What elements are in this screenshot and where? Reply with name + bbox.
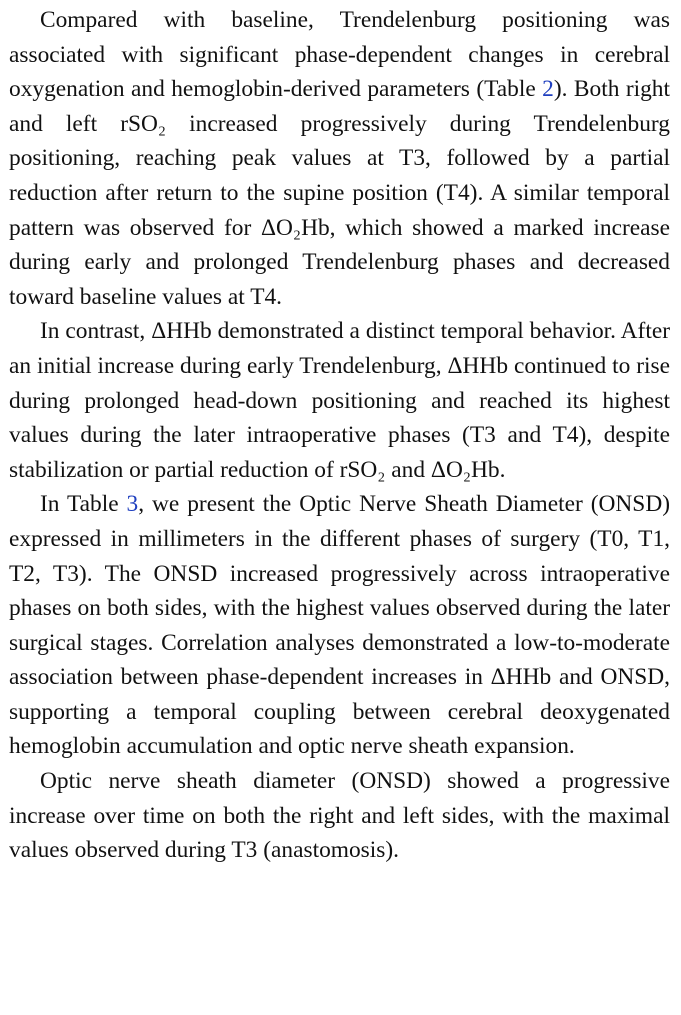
paragraph-text: ). Both right and left rSO₂ increased progressively during Trendelenburg positioning, reaching peak values at T3, followed by a partial reduction after return to the supine position (T4). A similar temporal pattern was observed for ΔO₂Hb, which showed a marked increase during early and prolonged Trendelenburg phases and decreased toward baseline values at T4.: [9, 76, 670, 310]
table-3-reference-link[interactable]: 3: [126, 491, 139, 518]
paragraph-text: Compared with baseline, Trendelenburg positioning was associated with significant phase-dependent changes in cerebral oxygenation and hemoglobin-derived parameters (Table: [9, 7, 670, 103]
paragraph-text: Optic nerve sheath diameter (ONSD) showed a progressive increase over time on both the right and left sides, with the maximal values observed during T3 (anastomosis).: [9, 768, 670, 864]
article-body: [9, 3, 670, 868]
paragraph-text: In Table: [40, 491, 127, 518]
paragraph-text: , we present the Optic Nerve Sheath Diameter (ONSD) expressed in millimeters in the different phases of surgery (T0, T1, T2, T3). The ONSD increased progressively across intraoperative phases on both sides, with the highest values observed during the later surgical stages. Correlation analyses demonstrated a low-to-moderate association between phase-dependent increases in ΔHHb and ONSD, supporting a temporal coupling between cerebral deoxygenated hemoglobin accumulation and optic nerve sheath expansion.: [9, 491, 670, 760]
results-paragraph-onsd-table: [9, 487, 670, 764]
results-paragraph-onsd-trend: [9, 764, 670, 868]
table-2-reference-link[interactable]: 2: [542, 76, 554, 103]
results-paragraph-hhb: [9, 314, 670, 487]
results-paragraph-oxygenation: [9, 3, 670, 314]
paragraph-text: In contrast, ΔHHb demonstrated a distinct temporal behavior. After an initial increase during early Trendelenburg, ΔHHb continued to rise during prolonged head-down positioning and reached its highest values during the later intraoperative phases (T3 and T4), despite stabilization or partial reduction of rSO₂ and ΔO₂Hb.: [9, 318, 670, 483]
